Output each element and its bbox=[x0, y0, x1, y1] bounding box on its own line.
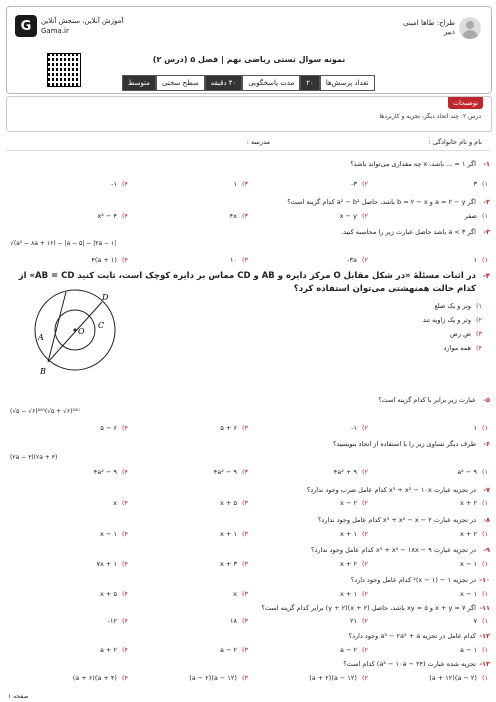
question-3-expression: √(a² − ۸a + ۱۶) − |a − ۵| − |۳a − ۱| bbox=[10, 240, 117, 247]
option[interactable]: ۲)وتر و یک زاویه تند bbox=[422, 316, 482, 324]
notes-tag: توضیحات bbox=[448, 97, 483, 109]
option[interactable]: ۳)ض زض bbox=[450, 330, 482, 338]
notes-box bbox=[6, 96, 492, 132]
option[interactable]: ۱)صفر bbox=[464, 212, 488, 220]
question-6-options bbox=[0, 468, 496, 478]
option[interactable]: ۱)x + ۲ bbox=[460, 499, 488, 507]
question-12-options bbox=[0, 646, 496, 656]
option[interactable]: ۴)(a + ۶)(a + ۴) bbox=[72, 674, 128, 682]
option[interactable]: ۲)-۳ bbox=[351, 180, 368, 188]
option[interactable]: ۳)x bbox=[233, 590, 248, 598]
option[interactable]: ۲)x − ۲ bbox=[340, 499, 368, 507]
question-2-options bbox=[0, 212, 496, 222]
option[interactable]: ۱)a² − ۹ bbox=[457, 468, 488, 476]
option[interactable]: ۲)-۳a bbox=[347, 256, 368, 264]
question-6-expression: (۲a − ۳)(۲a + ۳) bbox=[10, 454, 58, 461]
option[interactable]: ۳)x + ۱ bbox=[220, 530, 248, 538]
svg-text:B: B bbox=[40, 367, 46, 376]
worksheet-page: G آموزش آنلاین، سنجش آنلاین Gama.ir طراح: طاها امینی دبیر نمونه سوال تستی ریاضی نهم | فصل ۵ (درس ۲) تعداد پرسش‌ها ۲۰ مدت پاسخگویی ۴۰ دقیقه سطح سختی متوسط توضیحات درس ۲: چند اتحاد دیگر، تجزیه و کاربردها نام و نام خانوادگی : مدرسه : ۱- اگر ۱ = ... باشد، x چه مقداری می‌تواند باشد؟ ۱)۳ ۲)-۳ ۳)۱ ۴)-۱ ۲- اگر a = ۲ − y و b = ۲ − x باشد، حاصل a² − b² کدام گزینه است؟ ۱)صفر ۲)x − y ۳)۴x ۴)x² − ۴ ۳- اگر a < ۳ باشد حاصل عبارت زیر را محاسبه کنید. √(a² − ۸a + ۱۶) − |a − ۵| − |۳a − ۱| ۱)۱ ۲)-۳a ۳)۱۰ ۴)۴(a + ۱) ۴- در اثبات مسئلهٔ «در شکل مقابل O مرکز دایره و AB و CD مماس بر دایره کوچک است، ثابت کنید AB = CD» از کدام حالت همنهشتی می‌توان استفاده کرد؟ ۱)وتر و یک ضلع ۲)وتر و یک زاویه تند ۳)ض زض ۴)همه موارد O A C D B ۵- عبارت زیر برابر با کدام گزینه است؟ (√۵ − √۶)²⁰⁰(√۵ + √۶)²⁰⁰ ۱)۱ ۲)-۱ ۳)۵ + ۶ ۴)۵ − ۶ ۶- طرف دیگر تساوی زیر را با استفاده از اتحاد بنویسید؟ (۲a − ۳)(۲a + ۳) ۱)a² − ۹ ۲)۴a² + ۹ ۳)۴a² − ۹ ۴)۴a² − ۹ ۷- در تجزیه عبارت x³ + x² − ۱۰x کدام عامل ضرب وجود ندارد؟ ۱)x + ۲ ۲)x − ۲ ۳)x + ۵ ۴)x ۸- در تجزیه عبارت x³ + x² − x − ۲ کدام عامل وجود ندارد؟ ۱)x + ۲ ۲)x + ۱ ۳)x + ۱ ۴)x − ۱ ۹- در تجزیه عبارت x³ + x² − ۱۸x − ۹ کدام عامل وجود ندارد؟ ۱)x − ۱ ۲)x + ۲ ۳)x + ۳ ۴)۷x + ۱ ۱۰- در تجزیه ۱ − (x − ۱)² کدام عامل وجود دارد؟ ۱)x − ۱ ۲)x + ۱ ۳)x ۴)x + ۵ ۱۱- اگر x + y = ۷ و xy = ۵ باشد، حاصل (x + ۲)(y + ۲) برابر کدام گزینه است؟ ۱)۷ ۲)۲۱ ۳)۱۸ ۴)-۱۲ ۱۲- کدام عامل در تجزیه a³ − ۲a² + a وجود دارد؟ ۱)a − ۱ ۲)a − ۲ ۳)a − ۲ ۴)a + ۲ ۱۳- تجزیه شده عبارت (a² − ۱۰a − ۲۴) کدام است؟ ۱)(a + ۱۲)(a − ۲) ۲)(a + ۲)(a − ۱۲) ۳)(a − ۲)(a − ۱۲) ۴)(a + ۶)(a + ۴) صفحه ۱ bbox=[0, 0, 496, 702]
option[interactable]: ۴)۴a² − ۹ bbox=[93, 468, 128, 476]
option[interactable]: ۲)x + ۲ bbox=[340, 560, 368, 568]
question-9-options bbox=[0, 560, 496, 570]
question-13-options bbox=[0, 674, 496, 684]
option[interactable]: ۱)وتر و یک ضلع bbox=[434, 302, 482, 310]
question-10-options bbox=[0, 590, 496, 600]
student-name-field[interactable]: نام و نام خانوادگی : bbox=[428, 138, 482, 146]
designer bbox=[403, 17, 481, 39]
option[interactable]: ۲)-۱ bbox=[351, 424, 368, 432]
meta-level-value: متوسط bbox=[122, 75, 156, 91]
option[interactable]: ۳)۱ bbox=[233, 180, 248, 188]
option[interactable]: ۴)x + ۵ bbox=[100, 590, 128, 598]
option[interactable]: ۱)x − ۱ bbox=[460, 560, 488, 568]
option[interactable]: ۴)۴(a + ۱) bbox=[91, 256, 128, 264]
meta-time-value: ۴۰ دقیقه bbox=[205, 75, 243, 91]
question-5-expression: (√۵ − √۶)²⁰⁰(√۵ + √۶)²⁰⁰ bbox=[10, 408, 80, 415]
school-field[interactable]: مدرسه : bbox=[246, 138, 270, 146]
svg-text:D: D bbox=[102, 293, 109, 302]
option[interactable]: ۳)x + ۳ bbox=[220, 560, 248, 568]
avatar-icon bbox=[459, 17, 481, 39]
student-info-row bbox=[6, 134, 490, 151]
brand-site: Gama.ir bbox=[41, 27, 69, 35]
question-11-options bbox=[0, 617, 496, 627]
option[interactable]: ۱)x + ۲ bbox=[460, 530, 488, 538]
option[interactable]: ۲)x + ۱ bbox=[340, 530, 368, 538]
header bbox=[6, 6, 492, 94]
brand-tagline: آموزش آنلاین، سنجش آنلاین bbox=[41, 17, 124, 25]
meta-level-label: سطح سختی bbox=[156, 75, 205, 91]
svg-text:A: A bbox=[38, 333, 44, 342]
question-7-options bbox=[0, 499, 496, 509]
option[interactable]: ۴)x − ۱ bbox=[100, 530, 128, 538]
option[interactable]: ۱)۷ bbox=[473, 617, 488, 625]
question-3-options bbox=[0, 256, 496, 266]
option[interactable]: ۱)x − ۱ bbox=[460, 590, 488, 598]
circle-diagram bbox=[30, 280, 120, 380]
option[interactable]: ۱)a − ۱ bbox=[459, 646, 488, 654]
option[interactable]: ۳)(a − ۲)(a − ۱۲) bbox=[189, 674, 248, 682]
question-1-options bbox=[0, 180, 496, 190]
option[interactable]: ۴)همه موارد bbox=[443, 344, 482, 352]
option[interactable]: ۲)(a + ۲)(a − ۱۲) bbox=[309, 674, 368, 682]
designer-name: طراح: طاها امینی bbox=[403, 19, 455, 27]
option[interactable]: ۲)۲۱ bbox=[349, 617, 368, 625]
option[interactable]: ۲)x − y bbox=[339, 212, 368, 220]
option[interactable]: ۴)۷x + ۱ bbox=[96, 560, 128, 568]
option[interactable]: ۳)۴x bbox=[229, 212, 248, 220]
option[interactable]: ۴)-۱ bbox=[111, 180, 128, 188]
option[interactable]: ۳)۴a² − ۹ bbox=[213, 468, 248, 476]
option[interactable]: ۱)۱ bbox=[473, 424, 488, 432]
option[interactable]: ۲)a − ۲ bbox=[339, 646, 368, 654]
option[interactable]: ۴)a + ۲ bbox=[99, 646, 128, 654]
option[interactable]: ۳)۱۰ bbox=[229, 256, 248, 264]
option[interactable]: ۳)۱۸ bbox=[229, 617, 248, 625]
page-number: صفحه ۱ bbox=[8, 693, 29, 700]
svg-text:O: O bbox=[78, 327, 85, 336]
option[interactable]: ۳)x + ۵ bbox=[220, 499, 248, 507]
option[interactable]: ۱)۱ bbox=[473, 256, 488, 264]
option[interactable]: ۳)۵ + ۶ bbox=[220, 424, 248, 432]
meta-time-label: مدت پاسخگویی bbox=[242, 75, 300, 91]
meta-count-label: تعداد پرسش‌ها bbox=[320, 75, 375, 91]
designer-role: دبیر bbox=[443, 28, 455, 36]
option[interactable]: ۴)۵ − ۶ bbox=[100, 424, 128, 432]
option[interactable]: ۱)۳ bbox=[473, 180, 488, 188]
option[interactable]: ۳)a − ۲ bbox=[219, 646, 248, 654]
page-title: نمونه سوال تستی ریاضی نهم | فصل ۵ (درس ۲) bbox=[152, 55, 346, 64]
gama-logo-icon: G bbox=[15, 15, 37, 37]
notes-text: درس ۲: چند اتحاد دیگر، تجزیه و کاربردها bbox=[379, 113, 481, 120]
option[interactable]: ۲)x + ۱ bbox=[340, 590, 368, 598]
option[interactable]: ۱)(a + ۱۲)(a − ۲) bbox=[429, 674, 488, 682]
option[interactable]: ۴)-۱۲ bbox=[107, 617, 128, 625]
brand bbox=[15, 15, 123, 37]
question-5-options bbox=[0, 424, 496, 434]
svg-text:C: C bbox=[98, 321, 105, 330]
option[interactable]: ۴)x² − ۴ bbox=[97, 212, 128, 220]
option[interactable]: ۴)x bbox=[113, 499, 128, 507]
question-8-options bbox=[0, 530, 496, 540]
question-4: ۴- در اثبات مسئلهٔ «در شکل مقابل O مرکز دایره و AB و CD مماس بر دایره کوچک است، ثابت کنید AB = CD» از کدام حالت همنهشتی می‌توان استفاده کرد؟ bbox=[18, 271, 490, 294]
exam-meta bbox=[122, 75, 375, 91]
meta-count-value: ۲۰ bbox=[300, 75, 320, 91]
option[interactable]: ۲)۴a² + ۹ bbox=[333, 468, 368, 476]
